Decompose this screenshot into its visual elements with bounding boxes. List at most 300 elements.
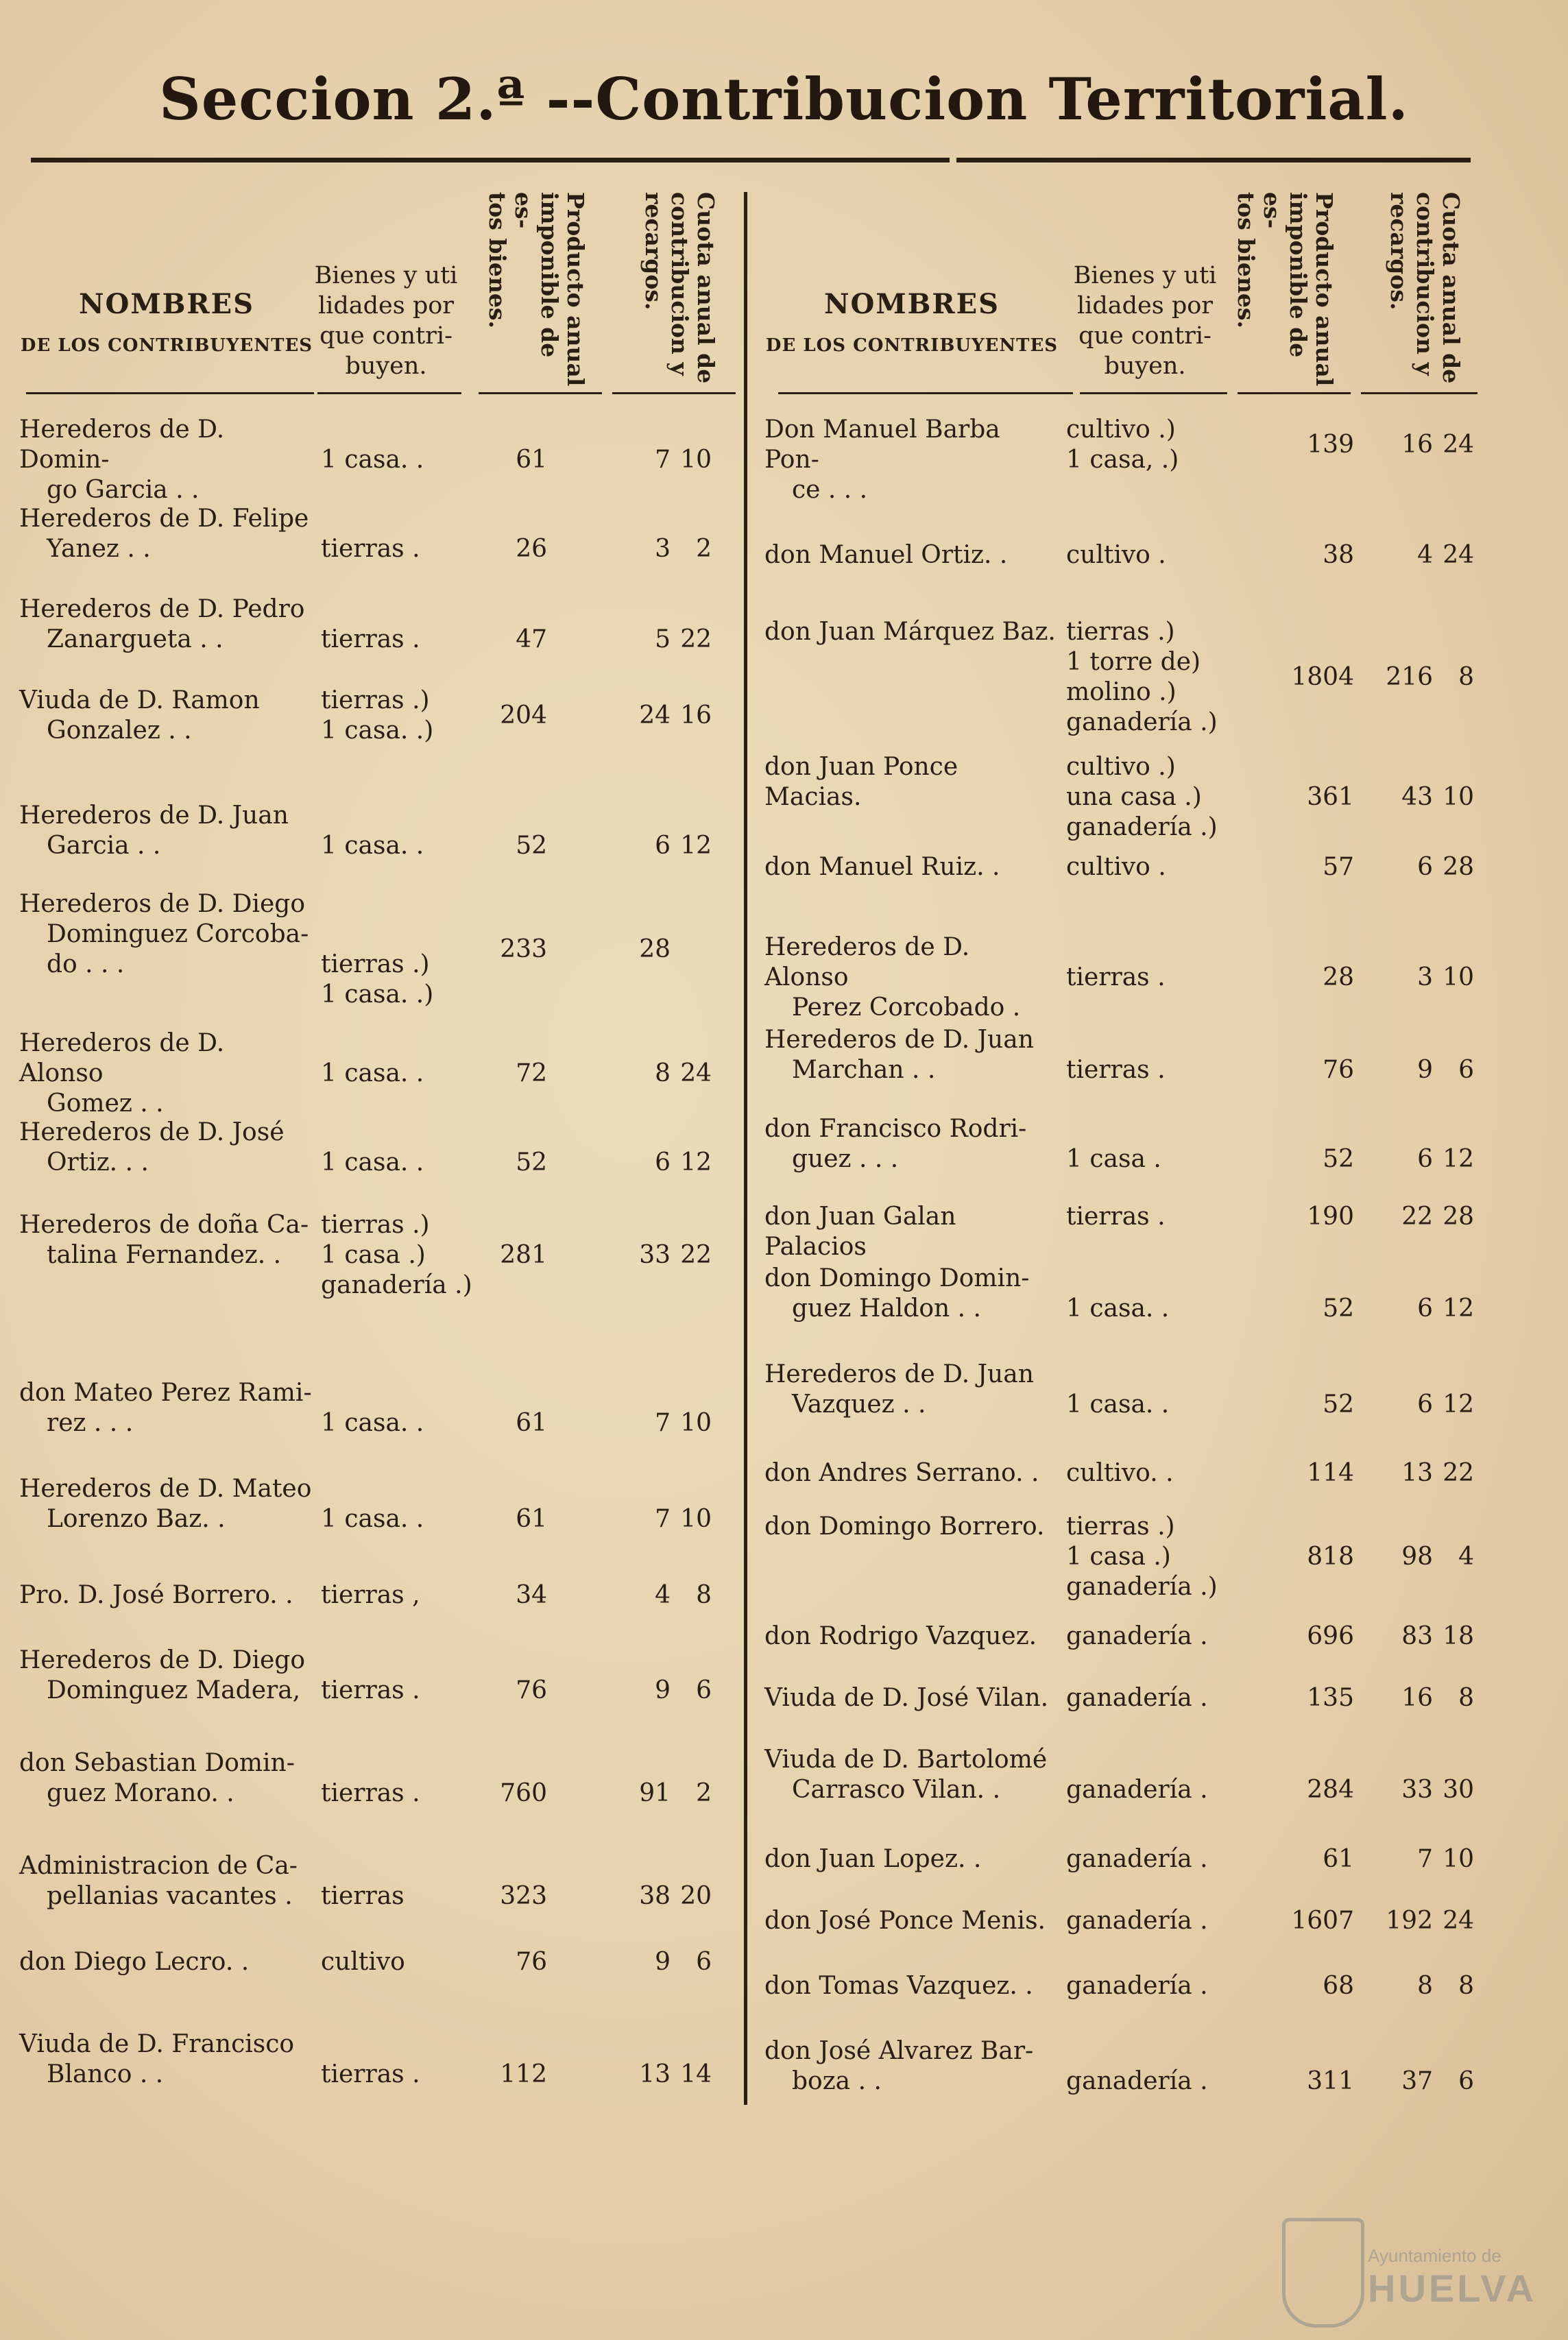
property-type-line: 1 casa . xyxy=(1066,1145,1161,1173)
property-type-line xyxy=(321,919,479,950)
quota-value: 16 xyxy=(1401,431,1433,459)
property-type-line: 1 casa. . xyxy=(321,446,424,474)
quota-fraction-value: 24 xyxy=(680,1059,712,1087)
bienes-header-line: que contri- xyxy=(319,322,453,350)
contributor-name xyxy=(764,1264,1059,1324)
property-type-line: tierras , xyxy=(321,1581,420,1609)
contributor-name xyxy=(19,1851,314,1911)
property-type xyxy=(321,1947,479,1977)
table-row xyxy=(764,1621,1477,1652)
property-type-line: 1 casa. . xyxy=(1066,1294,1170,1323)
property-type-line: 1 casa. .) xyxy=(321,716,434,745)
property-type xyxy=(1066,963,1224,993)
property-type xyxy=(321,1580,479,1611)
bienes-header xyxy=(1073,261,1217,381)
bienes-header-line: que contri- xyxy=(1078,322,1211,350)
header-underline xyxy=(26,392,314,394)
contributor-name xyxy=(764,540,1059,570)
contributor-name xyxy=(764,1458,1059,1488)
property-type-line: 1 casa. . xyxy=(1066,1390,1170,1419)
contributor-name-line: Herederos de D. Diego xyxy=(19,1646,306,1674)
table-row xyxy=(19,504,725,564)
quota-fraction-value: 28 xyxy=(1443,1203,1474,1231)
quota-value: 38 xyxy=(639,1882,671,1910)
contributor-name-line: Herederos de D. Juan xyxy=(764,1026,1034,1054)
contributor-name-line: Herederos de D. Juan xyxy=(19,801,289,830)
contributor-name-line: don Francisco Rodri- xyxy=(764,1115,1027,1143)
table-row xyxy=(19,594,725,655)
quota-value: 22 xyxy=(1401,1203,1433,1231)
contributor-name xyxy=(764,932,1059,1023)
property-type xyxy=(321,1778,479,1809)
quota-value: 216 xyxy=(1386,663,1433,691)
table-row xyxy=(764,1025,1477,1085)
table-row xyxy=(764,1264,1477,1324)
contributor-name xyxy=(19,1580,314,1611)
quota-value: 3 xyxy=(655,535,671,563)
annual-product-value: 61 xyxy=(516,1505,547,1533)
property-type-line: cultivo .) xyxy=(1066,415,1176,444)
property-type xyxy=(1066,1294,1224,1324)
property-type-line: ganadería .) xyxy=(1066,1573,1218,1601)
contributor-name xyxy=(19,1210,314,1270)
property-type xyxy=(1066,1390,1224,1420)
contributor-name-line: don José Alvarez Bar- xyxy=(764,2037,1034,2065)
quota-value: 37 xyxy=(1401,2067,1433,2095)
annual-product-value: 52 xyxy=(1323,1294,1354,1323)
quota-value: 6 xyxy=(655,832,671,860)
quota-fraction-value: 6 xyxy=(696,1676,712,1704)
property-type xyxy=(1066,1906,1224,1936)
contributor-name xyxy=(764,1745,1059,1805)
property-type xyxy=(321,889,479,1010)
table-row xyxy=(764,415,1477,504)
contributor-name xyxy=(764,415,1059,505)
contributor-name-line: don Manuel Ortiz. . xyxy=(764,541,1008,569)
quota-fraction-value: 12 xyxy=(1443,1145,1474,1173)
quota-fraction-value: 8 xyxy=(1458,1972,1474,2000)
contributor-name xyxy=(764,1844,1059,1874)
quota-value: 6 xyxy=(1417,1145,1433,1173)
contributor-name-line: Marchan . . xyxy=(792,1056,936,1084)
property-type xyxy=(1066,1683,1224,1713)
title-rule-left xyxy=(31,158,950,162)
annual-product-value: 76 xyxy=(516,1676,547,1704)
column-divider xyxy=(744,192,747,2105)
quota-fraction-value: 16 xyxy=(680,701,712,729)
producto-header-line: tos bienes. xyxy=(484,192,511,328)
contributor-name xyxy=(764,2036,1059,2097)
contributor-name-line: Gonzalez . . xyxy=(47,716,192,745)
property-type xyxy=(1066,1202,1224,1232)
contributor-name xyxy=(764,752,1059,812)
quota-fraction-value: 10 xyxy=(1443,783,1474,811)
table-row xyxy=(19,1378,725,1438)
annual-product-value: 72 xyxy=(516,1059,547,1087)
contributor-name-line: Viuda de D. Bartolomé xyxy=(764,1746,1048,1774)
annual-product-value: 760 xyxy=(500,1779,547,1807)
quota-fraction-value: 10 xyxy=(680,1505,712,1533)
annual-product-value: 68 xyxy=(1323,1972,1354,2000)
table-row xyxy=(764,1114,1477,1174)
property-type-line: tierras . xyxy=(1066,963,1166,991)
left-table xyxy=(19,185,725,2088)
property-type-line: tierras . xyxy=(321,1779,420,1807)
contributor-name xyxy=(19,2029,314,2090)
bienes-header-line: Bienes y uti xyxy=(1073,262,1217,289)
cuota-header-line: Cuota anual de xyxy=(692,192,719,384)
title-rule-right xyxy=(956,158,1471,162)
quota-fraction-value: 10 xyxy=(680,1409,712,1437)
contributor-name xyxy=(764,1025,1059,1085)
property-type xyxy=(321,534,479,564)
names-header xyxy=(19,288,314,356)
table-row xyxy=(764,1202,1477,1261)
quota-value: 8 xyxy=(1417,1972,1433,2000)
contributor-name-line: boza . . xyxy=(792,2067,882,2095)
contributor-name xyxy=(19,415,314,505)
right-table xyxy=(764,185,1477,2095)
contributor-name xyxy=(19,1474,314,1534)
table-row xyxy=(764,1971,1477,2001)
bienes-header xyxy=(314,261,458,381)
contributor-name-line: Herederos de doña Ca- xyxy=(19,1211,309,1239)
property-type-line: tierras .) xyxy=(1066,1512,1175,1541)
header-underline xyxy=(1238,392,1351,394)
property-type-line: molino .) xyxy=(1066,678,1177,706)
contributor-name-line: Herederos de D. Diego xyxy=(19,890,306,918)
property-type xyxy=(1066,852,1224,882)
contributor-name-line: don Diego Lecro. . xyxy=(19,1948,250,1976)
quota-fraction-value: 20 xyxy=(680,1882,712,1910)
annual-product-value: 696 xyxy=(1307,1622,1354,1650)
quota-fraction-value: 18 xyxy=(1443,1622,1474,1650)
cuota-header-line: recargos. xyxy=(640,192,667,311)
contributor-name-line: talina Fernandez. . xyxy=(47,1241,282,1269)
contributor-name-line: don Domingo Domin- xyxy=(764,1264,1030,1292)
table-row xyxy=(19,1851,725,1911)
quota-value: 13 xyxy=(639,2060,671,2088)
annual-product-value: 190 xyxy=(1307,1203,1354,1231)
table-row xyxy=(19,1118,725,1178)
contributor-name-line: don Mateo Perez Rami- xyxy=(19,1379,312,1407)
contributor-name-line: rez . . . xyxy=(47,1409,134,1437)
bienes-header-line: buyen. xyxy=(345,352,427,380)
annual-product-value: 284 xyxy=(1307,1776,1354,1804)
contributor-name-line: Garcia . . xyxy=(47,832,161,860)
quota-fraction-value: 12 xyxy=(1443,1294,1474,1323)
contributor-name xyxy=(764,1621,1059,1652)
contributor-name-line: Viuda de D. Ramon xyxy=(19,686,260,714)
property-type-line: cultivo. . xyxy=(1066,1459,1174,1487)
bienes-header-line: Bienes y uti xyxy=(314,262,458,289)
quota-value: 7 xyxy=(1417,1845,1433,1873)
property-type-line: ganadería .) xyxy=(321,1271,472,1299)
contributor-name-line: Gomez . . xyxy=(47,1089,164,1118)
quota-value: 98 xyxy=(1401,1543,1433,1571)
quota-fraction-value: 14 xyxy=(680,2060,712,2088)
contributor-name-line: guez . . . xyxy=(792,1145,899,1173)
quota-value: 4 xyxy=(1417,541,1433,569)
annual-product-value: 61 xyxy=(1323,1845,1354,1873)
contributor-name-line: don Sebastian Domin- xyxy=(19,1749,295,1777)
header-underline xyxy=(778,392,1073,394)
contributor-name-line: don Juan Lopez. . xyxy=(764,1845,982,1873)
table-row xyxy=(764,540,1477,570)
table-row xyxy=(764,852,1477,882)
quota-fraction-value: 2 xyxy=(696,1779,712,1807)
contributor-name-line: don Juan Márquez Baz. xyxy=(764,618,1056,646)
property-type-line: 1 casa .) xyxy=(321,1241,426,1269)
property-type-line: 1 casa. . xyxy=(321,1059,424,1087)
annual-product-value: 52 xyxy=(516,832,547,860)
producto-header-line: Producto anual xyxy=(1311,192,1338,387)
property-type xyxy=(1066,1621,1224,1652)
property-type-line: tierras . xyxy=(1066,1056,1166,1084)
annual-product-value: 139 xyxy=(1307,431,1354,459)
annual-product-value: 57 xyxy=(1323,853,1354,881)
annual-product-value: 323 xyxy=(500,1882,547,1910)
header-underline xyxy=(317,392,461,394)
property-type xyxy=(321,686,479,746)
contributor-name-line: Blanco . . xyxy=(47,2060,164,2088)
cuota-header xyxy=(1375,192,1464,391)
property-type-line: 1 casa. . xyxy=(321,1505,424,1533)
property-type-line: 1 torre de) xyxy=(1066,648,1201,676)
quota-fraction-value: 24 xyxy=(1443,541,1474,569)
contributor-name-line: Ortiz. . . xyxy=(47,1148,149,1177)
contributor-name-line: Herederos de D. Alonso xyxy=(764,933,970,991)
property-type-line: tierras . xyxy=(321,625,420,653)
annual-product-value: 52 xyxy=(1323,1145,1354,1173)
cuota-header-line: recargos. xyxy=(1386,192,1412,311)
quota-value: 24 xyxy=(639,701,671,729)
annual-product-value: 76 xyxy=(516,1948,547,1976)
quota-value: 192 xyxy=(1386,1907,1433,1935)
annual-product-value: 52 xyxy=(1323,1390,1354,1419)
annual-product-value: 233 xyxy=(500,935,547,963)
annual-product-value: 112 xyxy=(500,2060,547,2088)
contributor-name-line: Administracion de Ca- xyxy=(19,1852,298,1880)
quota-value: 6 xyxy=(1417,1390,1433,1419)
quota-value: 6 xyxy=(1417,853,1433,881)
names-header-small: DE LOS CONTRIBUYENTES xyxy=(20,335,313,356)
contributor-name-line: Zanargueta . . xyxy=(47,625,224,653)
archive-watermark xyxy=(1282,2211,1536,2328)
contributor-name-line: Viuda de D. Francisco xyxy=(19,2030,295,2058)
contributor-name-line: Herederos de D. Domin- xyxy=(19,415,225,474)
property-type xyxy=(321,625,479,655)
contributor-name-line: Herederos de D. Juan xyxy=(764,1360,1034,1388)
quota-value: 43 xyxy=(1401,783,1433,811)
contributor-name-line: Dominguez Corcoba- xyxy=(47,920,309,948)
quota-value: 3 xyxy=(1417,963,1433,991)
contributor-name xyxy=(19,1378,314,1438)
property-type-line: 1 casa. . xyxy=(321,1409,424,1437)
contributor-name-line: Perez Corcobado . xyxy=(792,993,1021,1022)
contributor-name xyxy=(19,1748,314,1809)
contributor-name xyxy=(764,852,1059,882)
table-row xyxy=(19,1645,725,1706)
property-type-line: tierras . xyxy=(1066,1203,1166,1231)
contributor-name-line: Viuda de D. José Vilan. xyxy=(764,1684,1049,1712)
quota-value: 9 xyxy=(1417,1056,1433,1084)
quota-value: 28 xyxy=(639,935,671,963)
producto-header-line: Producto anual xyxy=(562,192,589,387)
quota-fraction-value: 6 xyxy=(1458,2067,1474,2095)
property-type-line: tierras . xyxy=(321,535,420,563)
contributor-name-line: Don Manuel Barba Pon- xyxy=(764,415,1000,474)
contributor-name-line: do . . . xyxy=(47,950,125,978)
contributor-name-line: Herederos de D. Felipe xyxy=(19,505,309,533)
contributor-name-line: ce . . . xyxy=(792,476,868,504)
contributor-name xyxy=(764,1114,1059,1174)
property-type-line: 1 casa. . xyxy=(321,832,424,860)
contributor-name-line: Herederos de D. Alonso xyxy=(19,1029,225,1087)
cuota-header-line: contribucion y xyxy=(1412,192,1438,376)
table-row xyxy=(19,1028,725,1118)
header-underline xyxy=(1361,392,1477,394)
annual-product-value: 281 xyxy=(500,1241,547,1269)
quota-value: 83 xyxy=(1401,1622,1433,1650)
property-type xyxy=(321,1210,479,1301)
contributor-name xyxy=(19,686,314,746)
property-type-line: 1 casa. .) xyxy=(321,980,434,1009)
quota-value: 6 xyxy=(655,1148,671,1177)
producto-header-line: imponible de es- xyxy=(510,192,563,358)
annual-product-value: 47 xyxy=(516,625,547,653)
property-type xyxy=(1066,1144,1224,1174)
contributor-name-line: don Tomas Vazquez. . xyxy=(764,1972,1033,2000)
annual-product-value: 34 xyxy=(516,1581,547,1609)
cuota-header-line: Cuota anual de xyxy=(1438,192,1464,384)
contributor-name xyxy=(764,1512,1059,1542)
quota-fraction-value: 2 xyxy=(696,535,712,563)
property-type-line: tierras .) xyxy=(321,1211,430,1239)
contributor-name-line: don Domingo Borrero. xyxy=(764,1512,1045,1541)
table-row xyxy=(19,1210,725,1301)
property-type-line: una casa .) xyxy=(1066,783,1202,811)
quota-fraction-value: 12 xyxy=(1443,1390,1474,1419)
left-table-header xyxy=(19,185,725,405)
contributor-name xyxy=(19,1028,314,1119)
contributor-name-line: pellanias vacantes . xyxy=(47,1882,293,1910)
contributor-name-line: guez Morano. . xyxy=(47,1779,234,1807)
cuota-header-line: contribucion y xyxy=(666,192,693,376)
producto-header-line: tos bienes. xyxy=(1233,192,1259,328)
table-row xyxy=(764,1844,1477,1874)
annual-product-value: 26 xyxy=(516,535,547,563)
annual-product-value: 76 xyxy=(1323,1056,1354,1084)
property-type-line: ganadería . xyxy=(1066,1907,1208,1935)
property-type xyxy=(321,1148,479,1178)
property-type-line: tierras xyxy=(321,1882,405,1910)
quota-fraction-value: 6 xyxy=(696,1948,712,1976)
quota-fraction-value: 24 xyxy=(1443,1907,1474,1935)
bienes-header-line: lidades por xyxy=(1076,292,1214,319)
quota-value: 91 xyxy=(639,1779,671,1807)
contributor-name-line: Yanez . . xyxy=(47,535,151,563)
property-type xyxy=(1066,617,1224,738)
property-type-line: tierras .) xyxy=(321,686,430,714)
property-type-line: ganadería . xyxy=(1066,1622,1208,1650)
quota-fraction-value: 10 xyxy=(1443,963,1474,991)
quota-fraction-value: 4 xyxy=(1458,1543,1474,1571)
table-row xyxy=(764,1512,1477,1602)
property-type xyxy=(321,831,479,861)
property-type xyxy=(1066,1844,1224,1874)
property-type-line: cultivo . xyxy=(1066,541,1166,569)
annual-product-value: 135 xyxy=(1307,1684,1354,1712)
quota-fraction-value: 28 xyxy=(1443,853,1474,881)
quota-fraction-value: 12 xyxy=(680,832,712,860)
quota-value: 5 xyxy=(655,625,671,653)
property-type-line: cultivo .) xyxy=(1066,753,1176,781)
contributor-name-line: Herederos de D. Pedro xyxy=(19,595,305,623)
shield-icon xyxy=(1282,2218,1364,2328)
right-table-header xyxy=(764,185,1477,405)
property-type xyxy=(1066,540,1224,570)
quota-value: 9 xyxy=(655,1948,671,1976)
quota-value: 33 xyxy=(1401,1776,1433,1804)
property-type xyxy=(321,445,479,475)
contributor-name xyxy=(764,1906,1059,1936)
annual-product-value: 114 xyxy=(1307,1459,1354,1487)
quota-fraction-value: 8 xyxy=(696,1581,712,1609)
producto-header xyxy=(1233,192,1338,391)
bienes-header-line: lidades por xyxy=(317,292,455,319)
names-header-small: DE LOS CONTRIBUYENTES xyxy=(765,335,1059,356)
table-row xyxy=(19,415,725,504)
table-row xyxy=(764,752,1477,843)
property-type xyxy=(321,1408,479,1438)
property-type-line: ganadería . xyxy=(1066,1972,1208,2000)
property-type-line: 1 casa .) xyxy=(1066,1543,1171,1571)
property-type xyxy=(1066,415,1224,475)
property-type-line: ganadería . xyxy=(1066,2067,1208,2095)
contributor-name-line: Carrasco Vilan. . xyxy=(792,1776,1001,1804)
property-type xyxy=(1066,1971,1224,2001)
property-type xyxy=(1066,1775,1224,1805)
table-row xyxy=(19,686,725,746)
table-row xyxy=(764,1745,1477,1805)
contributor-name-line: don Rodrigo Vazquez. xyxy=(764,1622,1037,1650)
cuota-header xyxy=(629,192,719,391)
quota-value: 33 xyxy=(639,1241,671,1269)
annual-product-value: 28 xyxy=(1323,963,1354,991)
table-row xyxy=(764,1360,1477,1420)
property-type xyxy=(321,1059,479,1089)
watermark-big-text: HUELVA xyxy=(1368,2267,1536,2310)
table-row xyxy=(19,2029,725,2090)
property-type-line: ganadería .) xyxy=(1066,813,1218,841)
names-header xyxy=(764,288,1059,356)
property-type-line: ganadería . xyxy=(1066,1684,1208,1712)
quota-value: 16 xyxy=(1401,1684,1433,1712)
header-underline xyxy=(1080,392,1227,394)
producto-header-line: imponible de es- xyxy=(1259,192,1312,358)
property-type-line: ganadería . xyxy=(1066,1845,1208,1873)
property-type-line: ganadería .) xyxy=(1066,708,1218,736)
table-row xyxy=(764,2036,1477,2097)
quota-fraction-value: 6 xyxy=(1458,1056,1474,1084)
contributor-name xyxy=(19,1645,314,1706)
property-type xyxy=(1066,1512,1224,1602)
property-type-line: 1 casa. . xyxy=(321,1148,424,1177)
property-type-line: cultivo xyxy=(321,1948,405,1976)
annual-product-value: 52 xyxy=(516,1148,547,1177)
property-type xyxy=(1066,1458,1224,1488)
